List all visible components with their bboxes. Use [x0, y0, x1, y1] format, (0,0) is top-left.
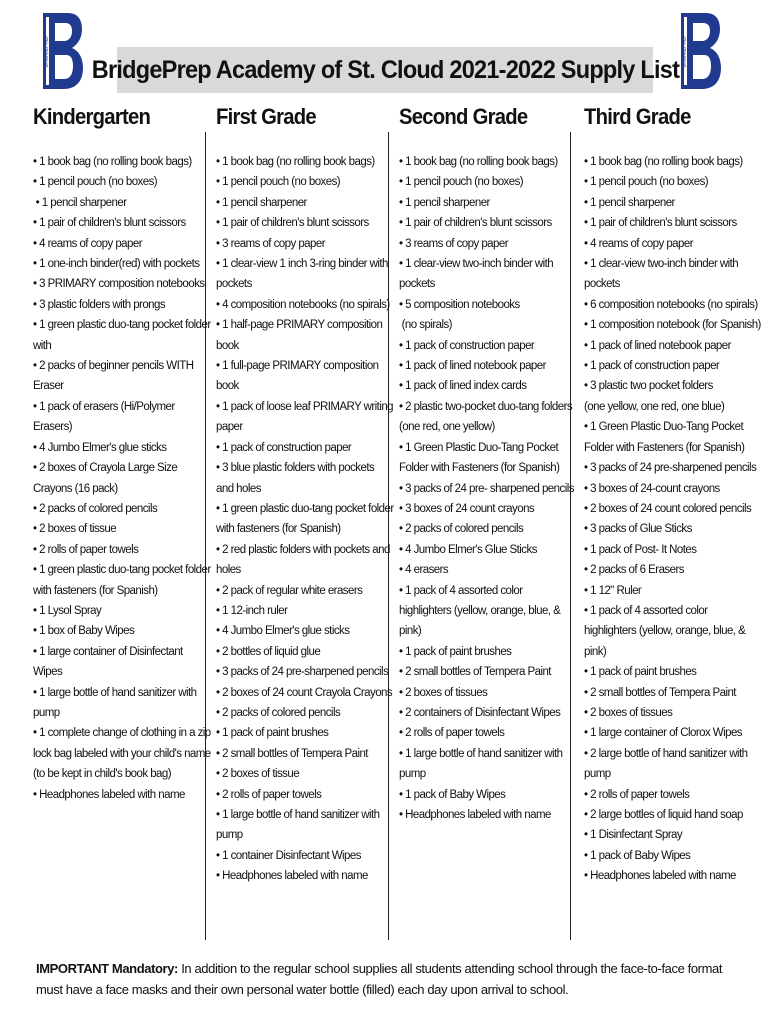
supply-item: • 1 Green Plastic Duo-Tang Pocket Folder with Fasteners (for Spanish): [584, 421, 746, 454]
supply-item: • 1 Disinfectant Spray: [584, 829, 683, 842]
supply-item: • 2 small bottles of Tempera Paint: [216, 747, 368, 760]
supply-item: • 1 12" Ruler: [584, 584, 642, 597]
supply-item: • 1 pack of construction paper: [216, 441, 352, 454]
supply-item: • 2 boxes of 24 count Crayola Crayons: [216, 686, 393, 699]
supply-item: • 1 pencil pouch (no boxes): [216, 176, 341, 189]
grade-heading: First Grade: [216, 104, 316, 129]
supply-item: • 2 packs of colored pencils: [399, 523, 524, 536]
supply-item: • 1 Lysol Spray: [33, 604, 102, 617]
supply-item: • 4 reams of copy paper: [584, 237, 693, 250]
supply-list: [33, 152, 214, 805]
supply-item: • 4 Jumbo Elmer's Glue Sticks: [399, 543, 537, 556]
supply-item: • 1 pack of lined index cards: [399, 380, 527, 393]
supply-item: • 1 Green Plastic Duo-Tang Pocket Folder with Fasteners (for Spanish): [399, 441, 561, 475]
supply-item: • 2 packs of colored pencils: [216, 706, 341, 719]
supply-item: • 3 packs of Glue Sticks: [584, 523, 692, 536]
supply-item: • 1 pack of construction paper: [584, 360, 720, 373]
supply-item: • 2 packs of colored pencils: [33, 502, 158, 515]
second-grade-column: [399, 100, 577, 825]
supply-item: • 1 pencil sharpener: [216, 196, 307, 209]
supply-item: • 2 large bottles of liquid hand soap: [584, 809, 743, 821]
supply-item: • 1 one-inch binder(red) with pockets: [33, 258, 200, 271]
supply-item: • 1 pack of Post- It Notes: [584, 543, 697, 556]
supply-item: • 1 full-page PRIMARY composition book: [216, 360, 382, 393]
supply-item: • 1 pencil sharpener: [33, 196, 127, 209]
supply-item: • 1 pack of Baby Wipes: [584, 849, 691, 862]
supply-item: • 2 bottles of liquid glue: [216, 645, 321, 658]
supply-item: • 1 composition notebook (for Spanish): [584, 319, 761, 332]
supply-item: • 1 green plastic duo-tang pocket folder with fasteners (for Spanish): [216, 502, 397, 536]
supply-item: • 2 small bottles of Tempera Paint: [584, 686, 736, 699]
supply-item: • 1 pencil pouch (no boxes): [33, 176, 158, 189]
supply-item: • 2 boxes of Crayola Large Size Crayons (16 pack): [33, 462, 180, 495]
supply-item: • 1 pack of paint brushes: [584, 666, 697, 679]
supply-item: • 1 large bottle of hand sanitizer with pump: [216, 809, 383, 842]
supply-item: • 3 packs of 24 pre-sharpened pencils: [216, 666, 389, 679]
grade-heading: Third Grade: [584, 104, 691, 129]
supply-item: • 2 boxes of tissue: [33, 523, 117, 536]
important-notice: [36, 958, 736, 1000]
supply-item: • 1 pack of 4 assorted color highlighters (yellow, orange, blue, & pink): [399, 584, 563, 638]
page-title: BridgePrep Academy of St. Cloud 2021-2022 Supply List: [91, 55, 679, 84]
supply-item: • 4 Jumbo Elmer's glue sticks: [33, 441, 167, 454]
supply-item: • 3 packs of 24 pre- sharpened pencils: [399, 482, 574, 495]
supply-item: • 4 composition notebooks (no spirals): [216, 298, 390, 311]
supply-item: • 1 large container of Clorox Wipes: [584, 727, 742, 740]
school-logo: [678, 11, 722, 91]
school-logo: [40, 11, 84, 91]
supply-item: • 1 pair of children's blunt scissors: [584, 217, 737, 230]
supply-item: • 1 pack of Baby Wipes: [399, 788, 506, 801]
supply-list: [584, 152, 762, 887]
supply-item: • 1 pack of loose leaf PRIMARY writing paper: [216, 400, 396, 434]
supply-item: • 1 pack of construction paper: [399, 339, 535, 352]
supply-item: • 3 reams of copy paper: [399, 237, 508, 250]
supply-item: • 2 rolls of paper towels: [584, 788, 690, 801]
supply-item: • 3 blue plastic folders with pockets and holes: [216, 462, 377, 495]
supply-item: • 1 pack of lined notebook paper: [584, 339, 731, 352]
supply-item: • 2 packs of 6 Erasers: [584, 564, 684, 577]
supply-item: • 2 pack of regular white erasers: [216, 584, 363, 597]
supply-item: • 1 complete change of clothing in a zip lock bag labeled with your child's name (to be kept in child's book bag): [33, 727, 214, 781]
supply-item: • 4 reams of copy paper: [33, 237, 142, 250]
supply-item: • 2 boxes of tissues: [399, 686, 488, 699]
supply-item: • 2 large bottle of hand sanitizer with pump: [584, 747, 751, 781]
supply-item: • 2 plastic two-pocket duo-tang folders (one red, one yellow): [399, 400, 575, 434]
logo-text: BRIDGEPREP: [43, 34, 50, 68]
supply-item: • 2 boxes of 24 count colored pencils: [584, 502, 752, 515]
supply-item: • 4 Jumbo Elmer's glue sticks: [216, 625, 350, 638]
supply-item: • 2 rolls of paper towels: [216, 788, 322, 801]
supply-item: • 1 clear-view 1 inch 3-ring binder with pockets: [216, 258, 391, 291]
supply-item: • 1 book bag (no rolling book bags): [399, 156, 558, 168]
supply-item: • 3 plastic folders with prongs: [33, 298, 166, 311]
supply-item: • 5 composition notebooks (no spirals): [399, 298, 520, 332]
supply-item: • 1 book bag (no rolling book bags): [33, 156, 192, 168]
supply-item: • 3 packs of 24 pre-sharpened pencils: [584, 462, 757, 475]
supply-item: • 1 pencil sharpener: [399, 196, 490, 209]
supply-item: • 1 pair of children's blunt scissors: [33, 217, 186, 230]
supply-item: • 1 pack of lined notebook paper: [399, 360, 546, 373]
supply-item: • Headphones labeled with name: [216, 870, 368, 883]
supply-item: • 3 boxes of 24-count crayons: [584, 482, 720, 495]
supply-item: • 1 large bottle of hand sanitizer with pump: [33, 686, 200, 719]
supply-item: • 1 12-inch ruler: [216, 604, 288, 617]
supply-item: • 2 rolls of paper towels: [399, 727, 505, 740]
supply-item: • 1 book bag (no rolling book bags): [216, 156, 375, 168]
supply-item: • 1 pair of children's blunt scissors: [216, 217, 369, 230]
notice-label: IMPORTANT Mandatory:: [36, 961, 178, 976]
supply-item: • 2 small bottles of Tempera Paint: [399, 666, 551, 679]
supply-item: • 1 box of Baby Wipes: [33, 625, 135, 638]
grade-heading: Kindergarten: [33, 104, 151, 129]
supply-item: • 1 clear-view two-inch binder with pockets: [584, 258, 741, 291]
supply-item: • Headphones labeled with name: [399, 809, 551, 821]
supply-item: • 1 container Disinfectant Wipes: [216, 849, 361, 862]
supply-item: • 2 rolls of paper towels: [33, 543, 139, 556]
supply-item: • Headphones labeled with name: [584, 870, 736, 883]
notice-text: In addition to the regular school supplies all students attending school through the face-to-face format must have a face masks and their own personal water bottle (filled) each day upon arrival to school.: [36, 961, 723, 997]
third-grade-column: [584, 100, 762, 887]
supply-item: • 1 pencil pouch (no boxes): [584, 176, 709, 189]
supply-item: • 1 pack of erasers (Hi/Polymer Erasers): [33, 400, 178, 434]
supply-item: • 1 pair of children's blunt scissors: [399, 217, 552, 230]
supply-item: • 2 packs of beginner pencils WITH Eraser: [33, 360, 197, 393]
supply-item: • 1 clear-view two-inch binder with pockets: [399, 258, 556, 291]
kindergarten-column: [33, 100, 214, 805]
supply-item: • 2 boxes of tissues: [584, 706, 673, 719]
supply-item: • 1 large container of Disinfectant Wipes: [33, 645, 186, 679]
supply-item: • 1 green plastic duo-tang pocket folder with fasteners (for Spanish): [33, 564, 214, 597]
supply-item: • 3 reams of copy paper: [216, 237, 325, 250]
logo-text: BRIDGEPREP: [681, 34, 688, 68]
supply-list: [399, 152, 577, 825]
supply-item: • 3 boxes of 24 count crayons: [399, 502, 535, 515]
supply-item: • 2 boxes of tissue: [216, 768, 300, 781]
supply-item: • 1 pencil pouch (no boxes): [399, 176, 524, 189]
supply-item: • 1 pack of paint brushes: [216, 727, 329, 740]
supply-item: • 2 containers of Disinfectant Wipes: [399, 706, 561, 719]
bridgeprep-b-logo-icon: [40, 11, 84, 91]
supply-item: • 1 pack of 4 assorted color highlighters (yellow, orange, blue, & pink): [584, 604, 748, 658]
supply-item: • 6 composition notebooks (no spirals): [584, 298, 758, 311]
first-grade-column: [216, 100, 397, 887]
supply-item: • 1 pack of paint brushes: [399, 645, 512, 658]
supply-item: • 1 half-page PRIMARY composition book: [216, 319, 386, 352]
supply-item: • 1 pencil sharpener: [584, 196, 675, 209]
supply-list: [216, 152, 397, 887]
supply-item: • Headphones labeled with name: [33, 788, 185, 801]
supply-item: • 1 green plastic duo-tang pocket folder with: [33, 319, 214, 352]
bridgeprep-b-logo-icon: [678, 11, 722, 91]
supply-item: • 4 erasers: [399, 564, 449, 577]
supply-item: • 3 plastic two pocket folders (one yellow, one red, one blue): [584, 380, 725, 413]
supply-item: • 3 PRIMARY composition notebooks: [33, 278, 205, 291]
title-bar: [91, 47, 679, 93]
grade-heading: Second Grade: [399, 104, 528, 129]
supply-item: • 2 red plastic folders with pockets and holes: [216, 543, 393, 577]
supply-item: • 1 book bag (no rolling book bags): [584, 156, 743, 168]
supply-item: • 1 large bottle of hand sanitizer with pump: [399, 747, 566, 781]
